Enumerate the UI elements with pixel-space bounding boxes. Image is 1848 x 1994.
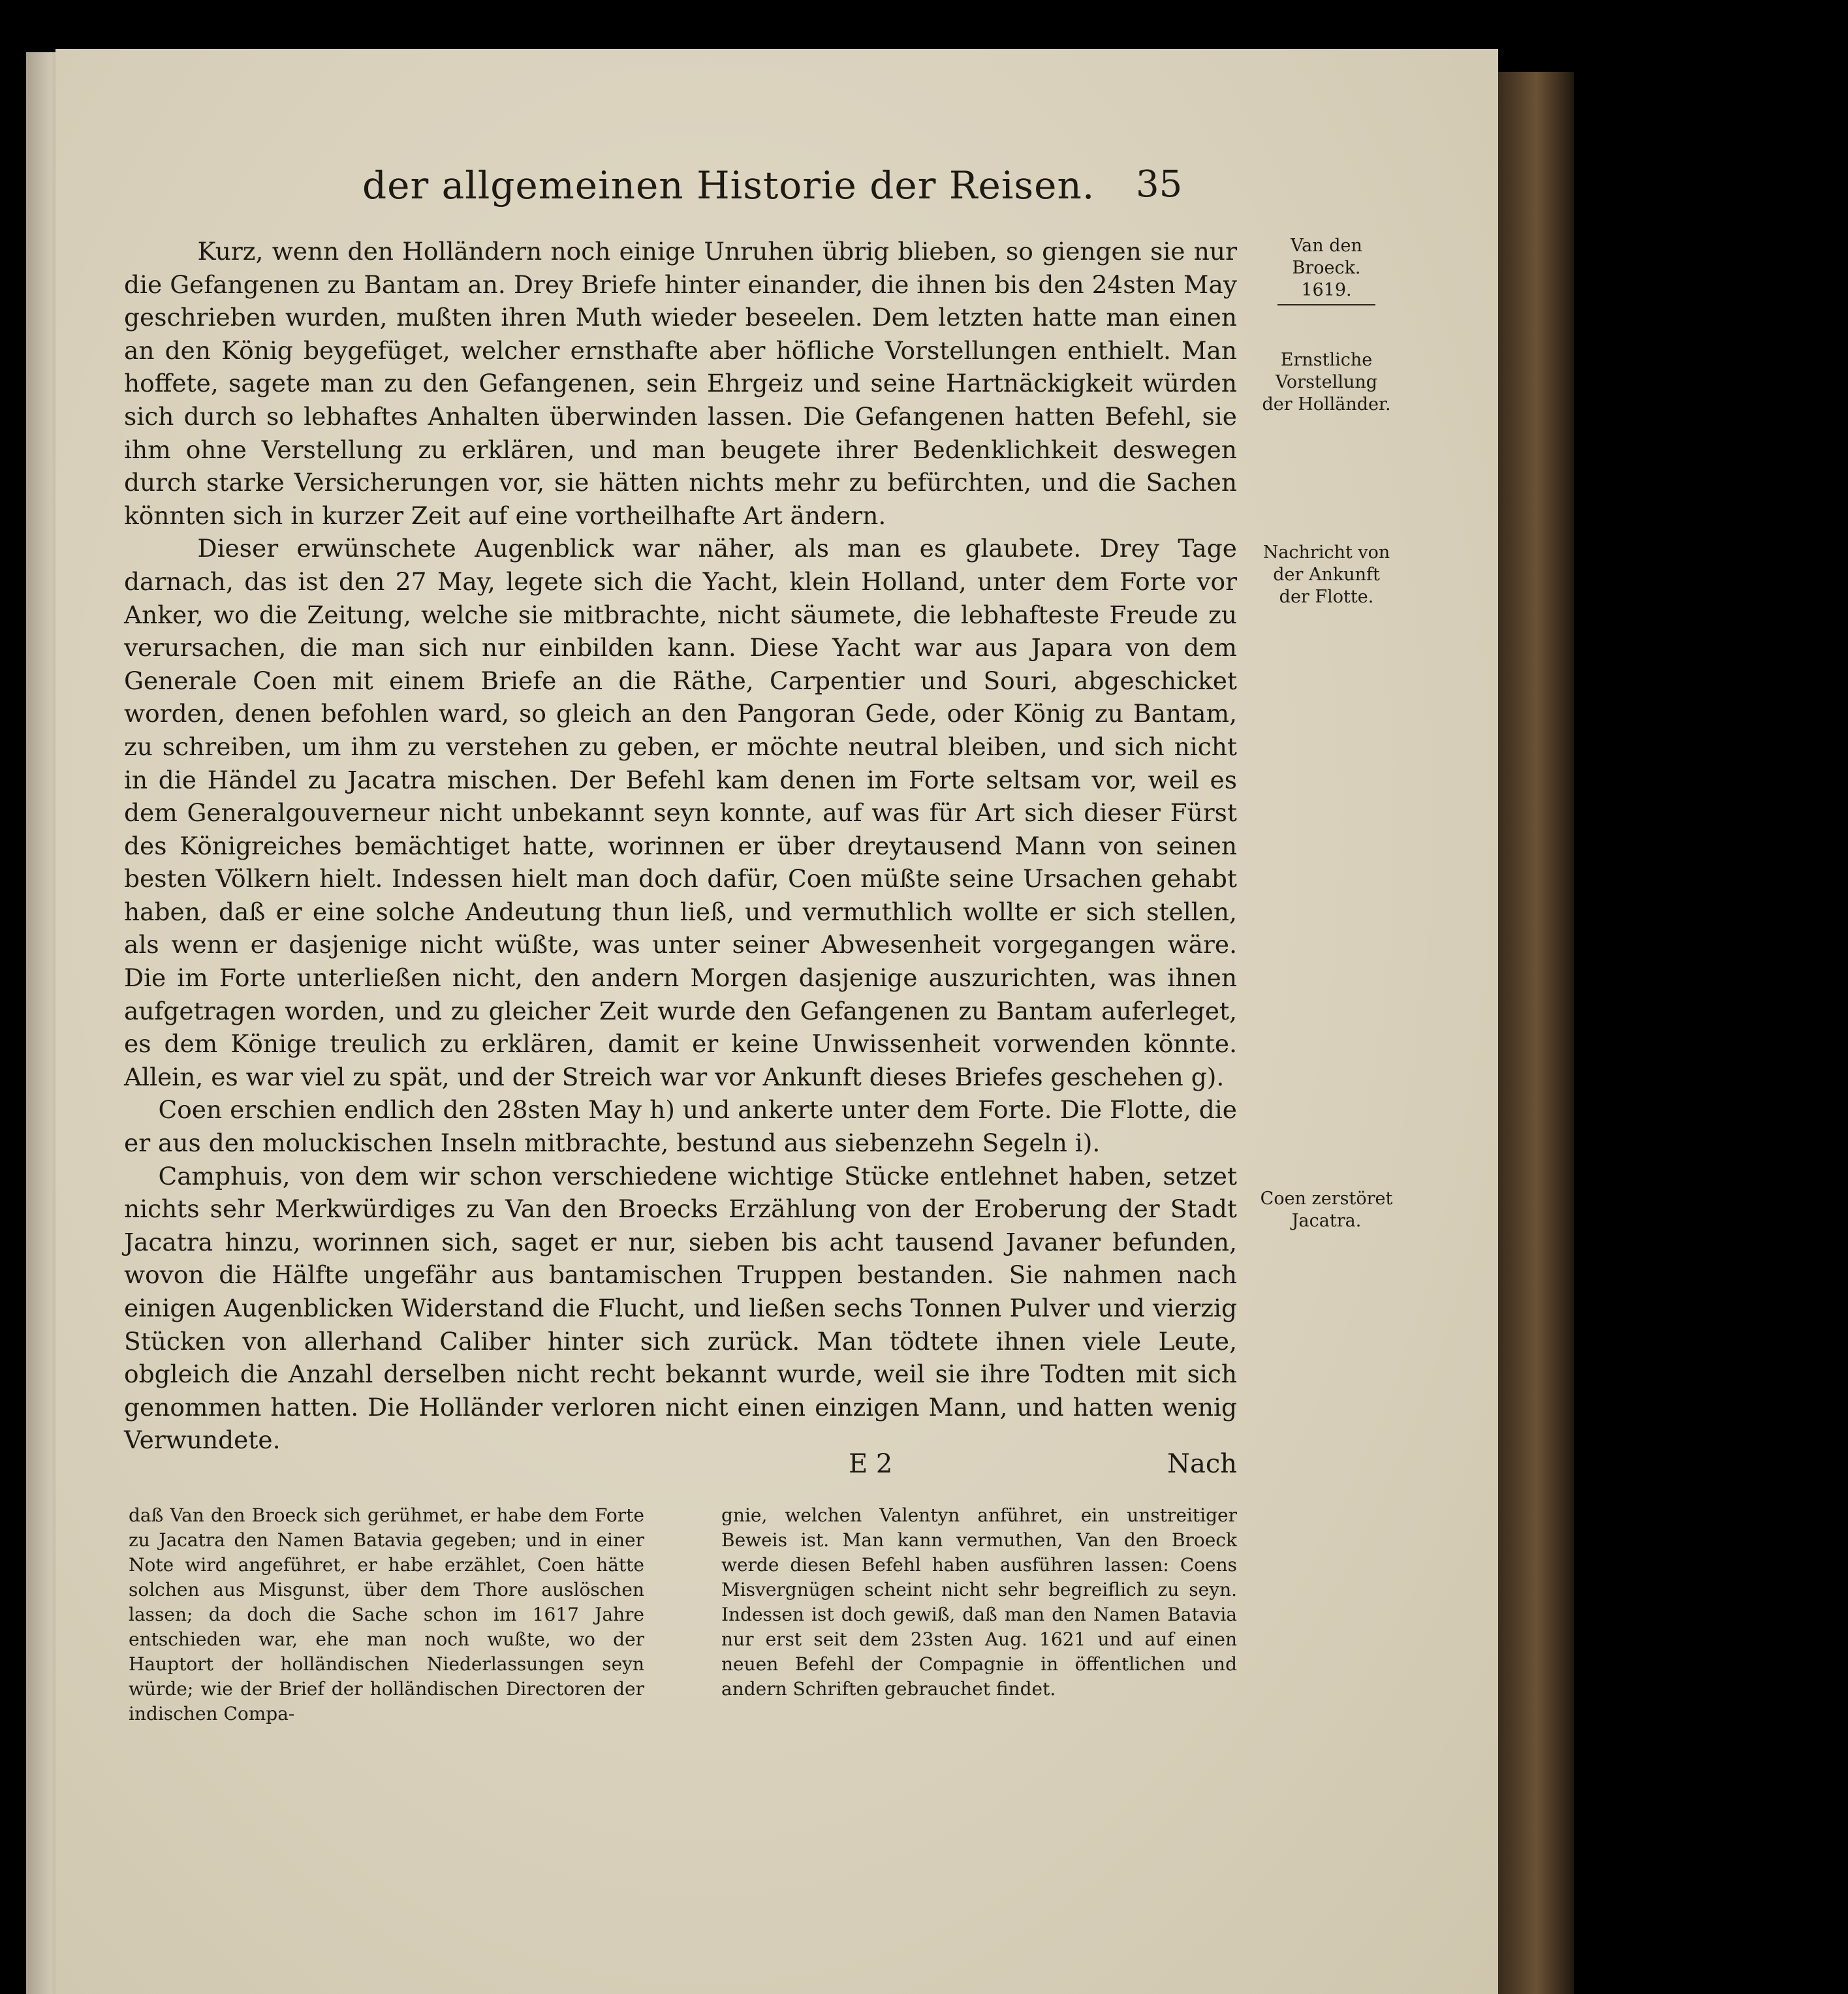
marginal-note — [1251, 235, 1402, 305]
marginal-note-line: Van den — [1291, 236, 1362, 256]
marginal-note-line: Vorstellung — [1275, 372, 1378, 392]
paragraph: Kurz, wenn den Holländern noch einige Unruhen übrig blieben, so giengen sie nur die Gefangenen zu Bantam an. Drey Briefe hinter einander, die ihnen bis den 24sten May geschrieben wurden, mußten ihren Muth wieder beseelen. Dem letzten hatte man einen an den König beygefüget, welcher ernsthafte aber höfliche Vorstellungen enthielt. Man hoffete, sagete man zu den Gefangenen, sein Ehrgeiz und seine Hartnäckigkeit würden sich durch so lebhaftes Anhalten überwinden lassen. Die Gefangenen hatten Befehl, sie ihm ohne Verstellung zu erklären, und man beugete ihrer Bedenklichkeit deswegen durch starke Versicherungen vor, sie hätten nichts mehr zu befürchten, und die Sachen könnten sich in kurzer Zeit auf eine vortheilhafte Art ändern. — [124, 237, 1237, 530]
footnotes — [129, 1503, 1237, 1726]
marginal-rule — [1277, 304, 1375, 305]
book-spine — [1490, 72, 1574, 1994]
footnote-column-left — [129, 1503, 644, 1726]
marginal-note-line: der Holländer. — [1262, 394, 1391, 414]
footnote-text: daß Van den Broeck sich gerühmet, er habe dem Forte zu Jacatra den Namen Batavia gegeben; und in einer Note wird angeführet, er habe erzählet, Coen hätte solchen aus Misgunst, über dem Thore auslöschen lassen; da doch die Sache schon im 1617 Jahre entschieden war, ehe man noch wußte, wo der Hauptort der holländischen Niederlassungen seyn würde; wie der Brief der holländischen Directoren der indischen Compa- — [129, 1504, 644, 1724]
marginal-note-line: Coen zerstöret — [1260, 1189, 1393, 1209]
catchword: Nach — [1167, 1449, 1237, 1479]
signature-line — [124, 1449, 1237, 1488]
marginal-note-line: Ernstliche — [1280, 350, 1373, 370]
marginal-note — [1251, 1188, 1402, 1232]
marginal-note — [1251, 349, 1402, 416]
book-page — [55, 49, 1498, 1994]
printer-signature: E 2 — [849, 1449, 893, 1479]
paragraph: Camphuis, von dem wir schon verschiedene wichtige Stücke entlehnet haben, setzet nichts sehr Merkwürdiges zu Van den Broecks Erzählung von der Eroberung der Stadt Jacatra hinzu, worinnen sich, saget er nur, sieben bis acht tausend Javaner befunden, wovon die Hälfte ungefähr aus bantamischen Truppen bestanden. Sie nahmen nach einigen Augenblicken Widerstand die Flucht, und ließen sechs Tonnen Pulver und vierzig Stücken von allerhand Caliber hinter sich zurück. Man tödtete ihnen viele Leute, obgleich die Anzahl derselben nicht recht bekannt wurde, weil sie ihre Todten mit sich genommen hatten. Die Holländer verloren nicht einen einzigen Mann, und hatten wenig Verwundete. — [124, 1161, 1237, 1455]
marginal-note-line: der Flotte. — [1279, 587, 1374, 607]
main-text — [124, 235, 1237, 1457]
running-head — [55, 163, 1498, 215]
page-number: 35 — [1136, 163, 1183, 206]
paragraph: Coen erschien endlich den 28sten May h) und ankerte unter dem Forte. Die Flotte, die er aus den moluckischen Inseln mitbrachte, bestund aus siebenzehn Segeln i). — [124, 1095, 1237, 1158]
marginal-note-line: Jacatra. — [1291, 1211, 1362, 1231]
marginal-note-line: 1619. — [1301, 280, 1352, 300]
footnote-column-right — [721, 1503, 1237, 1726]
running-head-title: der allgemeinen Historie der Reisen. — [362, 163, 1095, 208]
marginal-note — [1251, 542, 1402, 608]
marginal-note-line: Nachricht von — [1262, 542, 1390, 563]
paragraph: Dieser erwünschete Augenblick war näher, als man es glaubete. Drey Tage darnach, das ist den 27 May, legete sich die Yacht, klein Holland, unter dem Forte vor Anker, wo die Zeitung, welche sie mitbrachte, nicht säumete, die lebhafteste Freude zu verursachen, die man sich nur einbilden kann. Diese Yacht war aus Japara von dem Generale Coen mit einem Briefe an die Räthe, Carpentier und Souri, abgeschicket worden, denen befohlen ward, so gleich an den Pangoran Gede, oder König zu Bantam, zu schreiben, um ihm zu verstehen zu geben, er möchte neutral bleiben, und sich nicht in die Händel zu Jacatra mischen. Der Befehl kam denen im Forte seltsam vor, weil es dem Generalgouverneur nicht unbekannt seyn konnte, auf was für Art sich dieser Fürst des Königreiches bemächtiget hatte, worinnen er über dreytausend Mann von seinen besten Völkern hielt. Indessen hielt man doch dafür, Coen müßte seine Ursachen gehabt haben, daß er eine solche Andeutung thun ließ, und vermuthlich wollte er sich stellen, als wenn er dasjenige nicht wüßte, was unter seiner Abwesenheit vorgegangen wäre. Die im Forte unterließen nicht, den andern Morgen dasjenige auszurichten, was ihnen aufgetragen worden, und zu gleicher Zeit wurde den Gefangenen zu Bantam auferleget, es dem Könige treulich zu erklären, damit er keine Unwissenheit vorwenden könnte. Allein, es war viel zu spät, und der Streich war vor Ankunft dieses Briefes geschehen g). — [124, 534, 1237, 1091]
marginal-note-line: der Ankunft — [1273, 565, 1380, 585]
marginal-note-line: Broeck. — [1292, 258, 1361, 278]
footnote-text: gnie, welchen Valentyn anführet, ein unstreitiger Beweis ist. Man kann vermuthen, Van den Broeck werde diesen Befehl haben ausführen lassen: Coens Misvergnügen scheint nicht sehr begreiflich zu seyn. Indessen ist doch gewiß, daß man den Namen Batavia nur erst seit dem 23sten Aug. 1621 und auf einen neuen Befehl der Compagnie in öffentlichen und andern Schriften gebrauchet findet. — [721, 1504, 1237, 1700]
